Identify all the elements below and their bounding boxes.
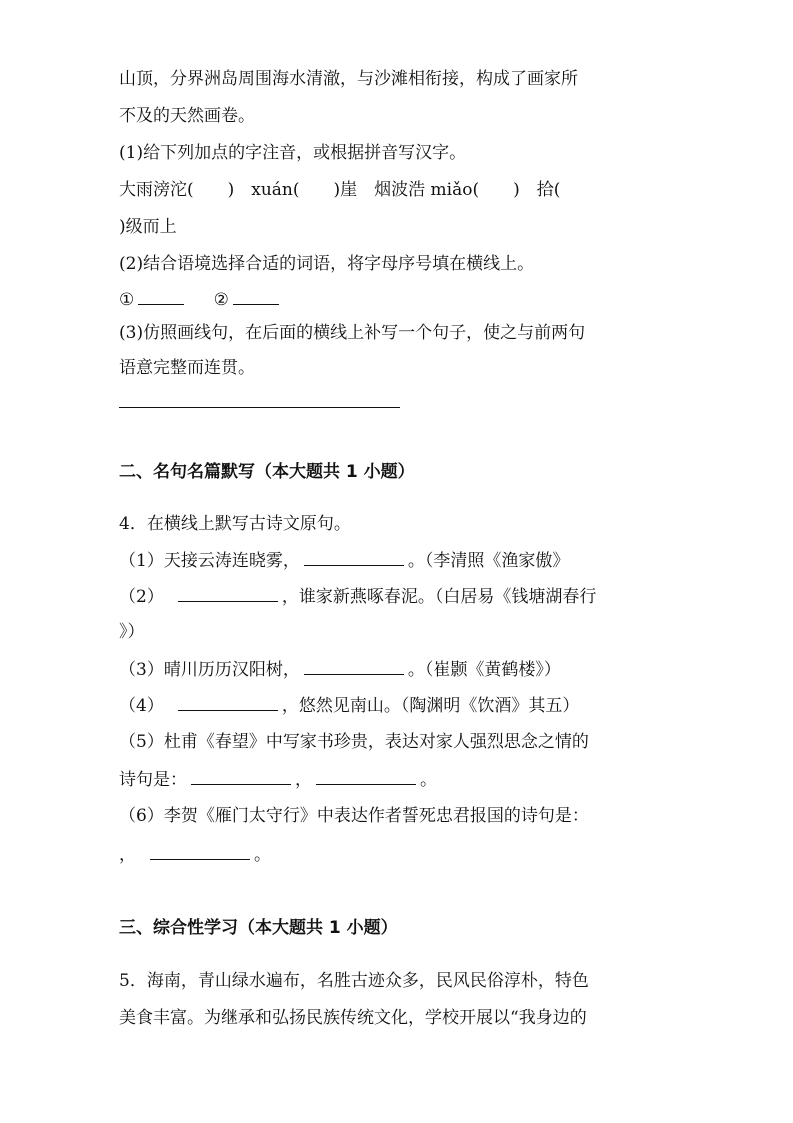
- answer-blank[interactable]: [138, 288, 184, 305]
- passage-line: 不及的天然画卷。: [119, 106, 255, 126]
- answer-blank[interactable]: [316, 768, 416, 785]
- question-5: 5．海南，青山绿水遍布，名胜古迹众多，民风民俗淳朴，特色: [119, 971, 589, 991]
- question-5-cont: 美食丰富。为继承和弘扬民族传统文化，学校开展以“我身边的: [119, 1008, 587, 1028]
- dictation-item-2: （2） ，谁家新燕啄春泥。（白居易《钱塘湖春行: [119, 587, 597, 607]
- dictation-item-2-cont: 》）: [119, 622, 145, 642]
- answer-blank[interactable]: [304, 549, 404, 566]
- answer-blank[interactable]: [304, 658, 404, 675]
- passage-line: 山顶，分界洲岛周围海水清澈，与沙滩相衔接，构成了画家所: [119, 69, 578, 89]
- section-heading: 二、名句名篇默写（本大题共 1 小题）: [119, 462, 415, 482]
- dictation-item-3: （3）晴川历历汉阳树， 。（崔颢《黄鹤楼》）: [119, 660, 561, 680]
- circle-number-1: ①: [119, 290, 135, 310]
- circle-number-2: ②: [213, 290, 229, 310]
- dictation-item-5-answer: 诗句是： ， 。: [119, 770, 437, 790]
- question-4: 4．在横线上默写古诗文原句。: [119, 514, 351, 534]
- subquestion-2: (2)结合语境选择合适的词语，将字母序号填在横线上。: [119, 254, 535, 274]
- dictation-item-4: （4） ，悠然见南山。（陶渊明《饮酒》其五）: [119, 696, 580, 716]
- subquestion-1-items-cont: )级而上: [119, 217, 177, 237]
- subquestion-1: (1)给下列加点的字注音，或根据拼音写汉字。: [119, 143, 467, 163]
- dictation-item-5: （5）杜甫《春望》中写家书珍贵，表达对家人强烈思念之情的: [119, 732, 589, 752]
- answer-blank[interactable]: [150, 843, 250, 860]
- answer-blank[interactable]: [178, 694, 278, 711]
- dictation-item-6-answer: ， 。: [119, 845, 271, 865]
- answer-blank[interactable]: [191, 768, 291, 785]
- answer-blank[interactable]: [178, 585, 278, 602]
- dictation-item-6: （6）李贺《雁门太守行》中表达作者誓死忠君报国的诗句是：: [119, 806, 589, 826]
- subquestion-3: (3)仿照画线句，在后面的横线上补写一个句子，使之与前两句: [119, 323, 586, 343]
- subquestion-3-cont: 语意完整而连贯。: [119, 358, 255, 378]
- subquestion-2-blanks: [119, 288, 283, 311]
- section-heading: 三、综合性学习（本大题共 1 小题）: [119, 918, 398, 938]
- answer-line[interactable]: [119, 407, 400, 408]
- dictation-item-1: （1）天接云涛连晓雾， 。（李清照《渔家傲》: [119, 551, 570, 571]
- subquestion-1-items: 大雨滂沱( ) xuán( )崖 烟波浩 miǎo( ) 拾(: [119, 180, 561, 200]
- answer-blank[interactable]: [233, 288, 279, 305]
